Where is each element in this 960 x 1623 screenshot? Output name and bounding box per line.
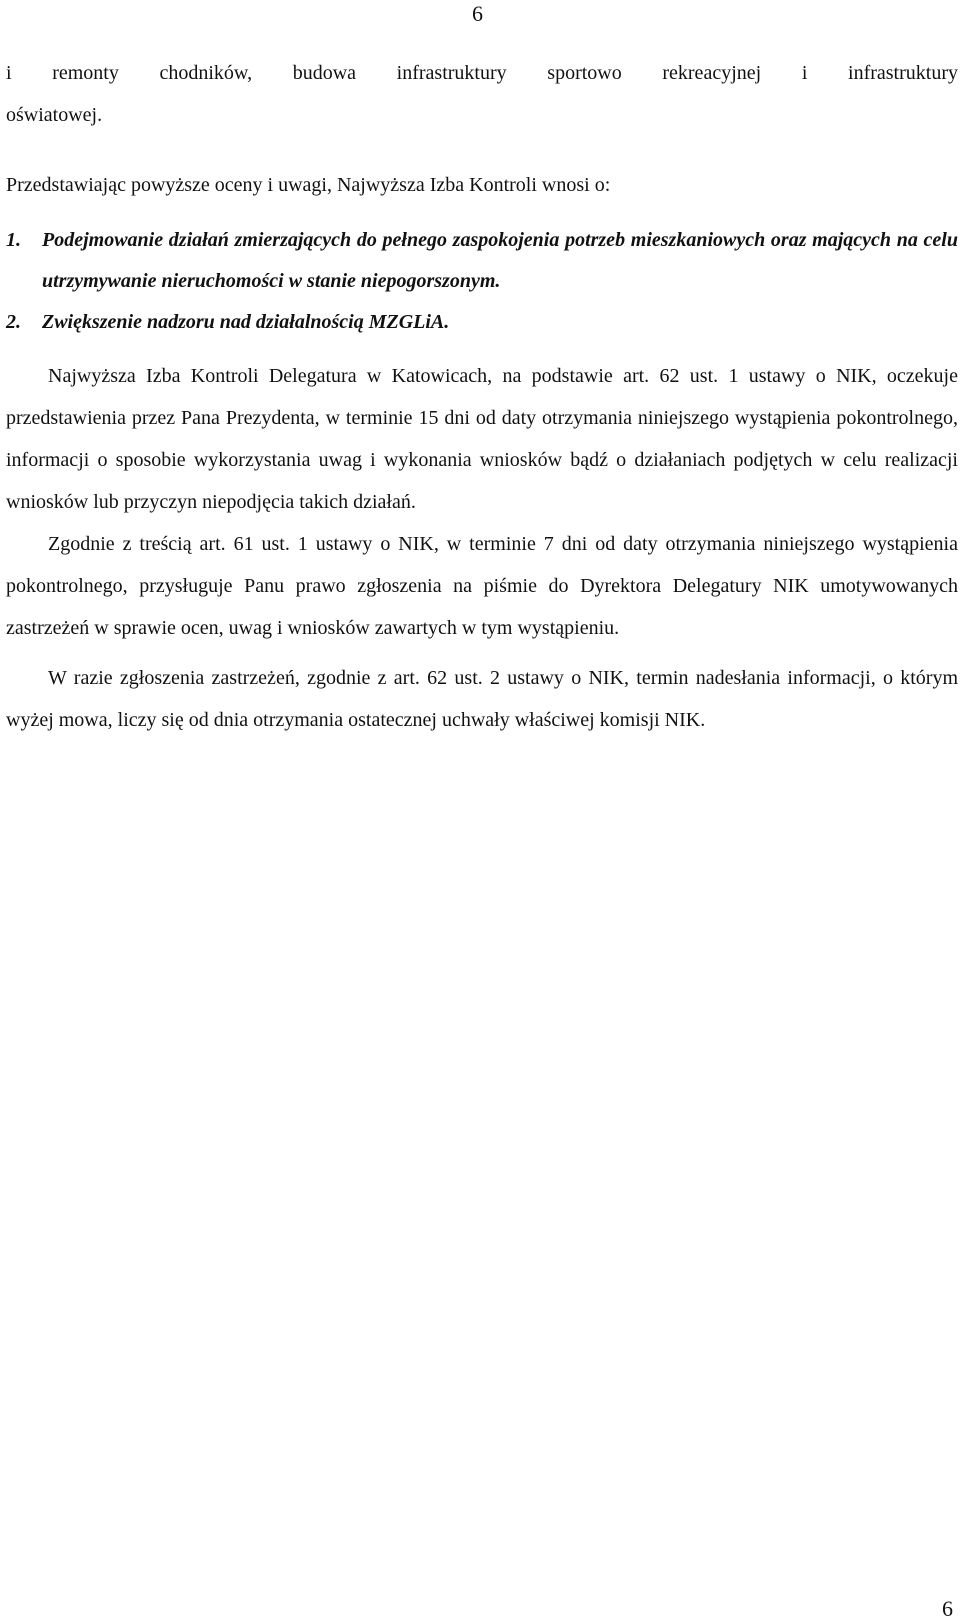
recommendation-item (6, 220, 958, 302)
recommendation-item (6, 302, 958, 343)
recommendation-number: 1. (6, 229, 21, 251)
delegatura-paragraph: Najwyższa Izba Kontroli Delegatura w Katowicach, na podstawie art. 62 ust. 1 ustawy o NIK, oczekuje przedstawienia przez Pana Prezydenta, w terminie 15 dni od daty otrzymania niniejszego wystąpienia pokontrolnego, informacji o sposobie wykorzystania uwag i wykonania wniosków bądź o działaniach podjętych w celu realizacji wniosków lub przyczyn niepodjęcia takich działań. (6, 365, 958, 513)
page-number-top: 6 (472, 1, 483, 26)
intro-paragraph-line2: oświatowej. (6, 104, 103, 126)
recommendation-text: Zwiększenie nadzoru nad działalnością MZGLiA. (42, 311, 450, 333)
intro-paragraph-line1: i remonty chodników, budowa infrastruktury sportowo rekreacyjnej i infrastruktury (6, 62, 958, 84)
zgodnie-paragraph: Zgodnie z treścią art. 61 ust. 1 ustawy o NIK, w terminie 7 dni od daty otrzymania niniejszego wystąpienia pokontrolnego, przysługuje Panu prawo zgłoszenia na piśmie do Dyrektora Delegatury NIK umotywowanych zastrzeżeń w sprawie ocen, uwag i wniosków zawartych w tym wystąpieniu. (6, 533, 958, 639)
recommendation-text: Podejmowanie działań zmierzających do pełnego zaspokojenia potrzeb mieszkaniowych oraz mających na celu utrzymywanie nieruchomości w stanie niepogorszonym. (42, 229, 958, 292)
recommendation-number: 2. (6, 311, 21, 333)
requests-intro: Przedstawiając powyższe oceny i uwagi, Najwyższa Izba Kontroli wnosi o: (6, 174, 611, 196)
page-number-bottom: 6 (942, 1596, 953, 1621)
w-razie-paragraph: W razie zgłoszenia zastrzeżeń, zgodnie z art. 62 ust. 2 ustawy o NIK, termin nadesłania informacji, o którym wyżej mowa, liczy się od dnia otrzymania ostatecznej uchwały właściwej komisji NIK. (6, 667, 958, 731)
document-body (6, 52, 958, 741)
recommendations-list (6, 220, 958, 343)
